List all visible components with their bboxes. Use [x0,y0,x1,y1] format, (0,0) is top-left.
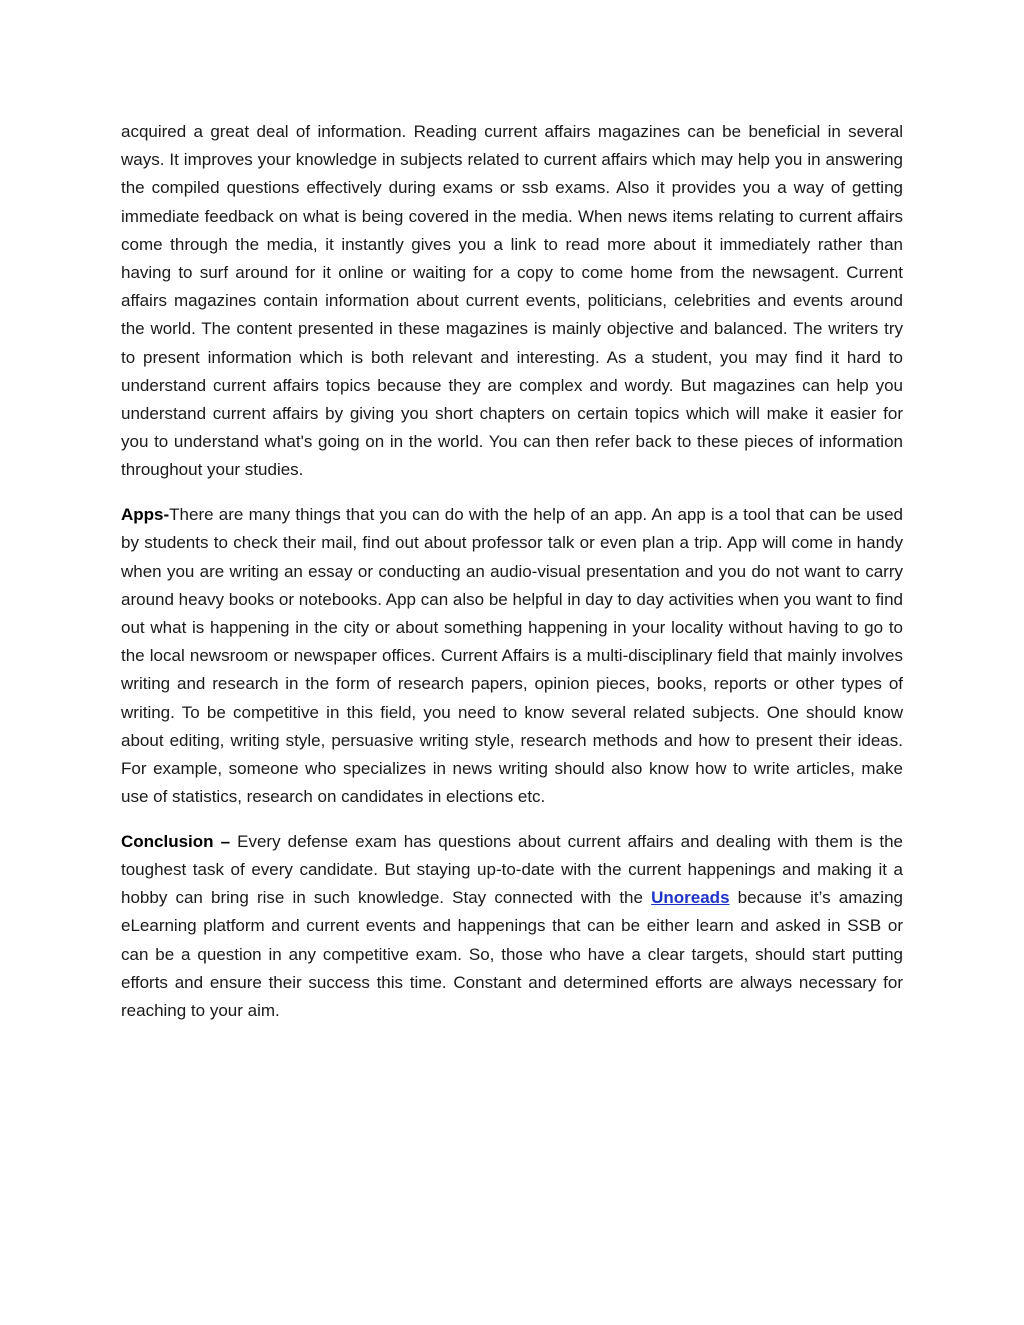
conclusion-heading: Conclusion – [121,831,231,851]
paragraph-magazines-text: acquired a great deal of information. Reading current affairs magazines can be beneficial in several ways. It improves your knowledge in subjects related to current affairs which may help you in answering the compiled questions effectively during exams or ssb exams. Also it provides you a way of getting immediate feedback on what is being covered in the media. When news items relating to current affairs come through the media, it instantly gives you a link to read more about it immediately rather than having to surf around for it online or waiting for a copy to come home from the newsagent. Current affairs magazines contain information about current events, politicians, celebrities and events around the world. The content presented in these magazines is mainly objective and balanced. The writers try to present information which is both relevant and interesting. As a student, you may find it hard to understand current affairs topics because they are complex and wordy. But magazines can help you understand current affairs by giving you short chapters on certain topics which will make it easier for you to understand what's going on in the world. You can then refer back to these pieces of information throughout your studies. [121,122,903,480]
conclusion-text-before-link: Every defense exam has questions about current affairs and dealing with them is the toughest task of every candidate. But staying up-to-date with the current happenings and making it a hobby can bring rise in such knowledge. Stay connected with the [121,831,904,908]
conclusion-text-after-link: because it’s amazing eLearning platform and current events and happenings that can be either learn and asked in SSB or can be a question in any competitive exam. So, those who have a clear targets, should start putting efforts and ensure their success this time. Constant and determined efforts are always necessary for reaching to your aim. [121,888,903,1021]
apps-text: There are many things that you can do with the help of an app. An app is a tool that can be used by students to check their mail, find out about professor talk or even plan a trip. App will come in handy when you are writing an essay or conducting an audio-visual presentation and you do not want to carry around heavy books or notebooks. App can also be helpful in day to day activities when you want to find out what is happening in the city or about something happening in your locality without having to go to the local newsroom or newspaper offices. Current Affairs is a multi-disciplinary field that mainly involves writing and research in the form of research papers, opinion pieces, books, reports or other types of writing. To be competitive in this field, you need to know several related subjects. One should know about editing, writing style, persuasive writing style, research methods and how to present their ideas. For example, someone who specializes in news writing should also know how to write articles, make use of statistics, research on candidates in elections etc. [121,505,903,807]
document-page [121,118,903,1042]
unoreads-link[interactable]: Unoreads [651,888,730,908]
paragraph-magazines [121,118,903,485]
paragraph-conclusion [121,828,903,1025]
paragraph-apps [121,501,903,811]
apps-heading: Apps- [121,505,170,525]
